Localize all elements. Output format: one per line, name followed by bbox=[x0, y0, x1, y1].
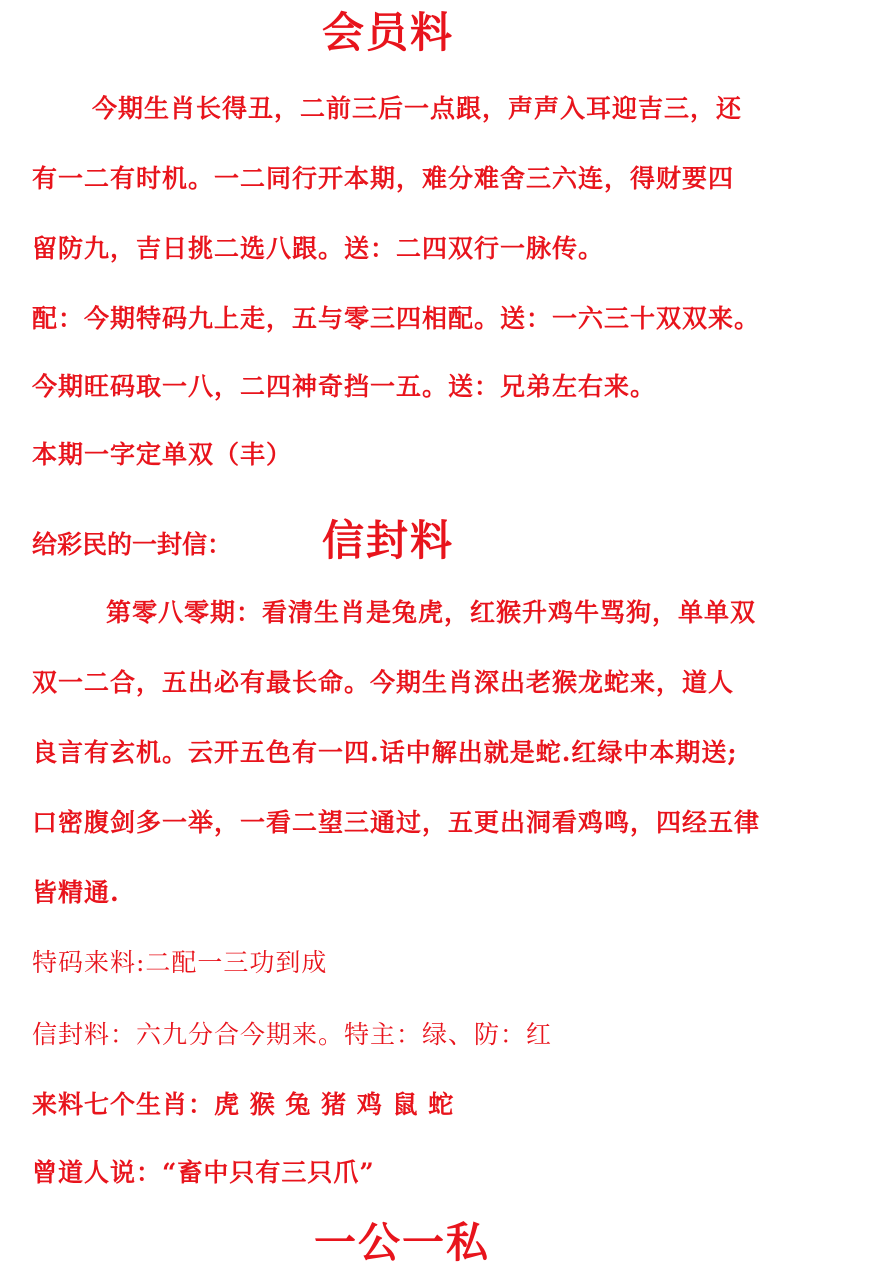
footer-title: 一公一私 bbox=[314, 1218, 491, 1267]
member-paragraph-line-3: 留防九，吉日挑二选八跟。送：二四双行一脉传。 bbox=[32, 234, 605, 263]
member-section-title: 会员料 bbox=[322, 8, 455, 57]
letter-label: 给彩民的一封信： bbox=[32, 530, 233, 559]
wang-line: 今期旺码取一八，二四神奇挡一五。送：兄弟左右来。 bbox=[32, 372, 657, 401]
zodiac-line: 来料七个生肖：虎 猴 兔 猪 鸡 鼠 蛇 bbox=[32, 1090, 455, 1119]
letter-paragraph-line-4: 口密腹剑多一举，一看二望三通过，五更出洞看鸡鸣，四经五律 bbox=[32, 808, 761, 837]
xinfeng-line: 信封料：六九分合今期来。特主：绿、防：红 bbox=[32, 1020, 553, 1049]
letter-paragraph-line-5: 皆精通. bbox=[32, 878, 120, 907]
member-paragraph-line-2: 有一二有时机。一二同行开本期，难分难舍三六连，得财要四 bbox=[32, 164, 735, 193]
member-paragraph-line-1: 今期生肖长得丑，二前三后一点跟，声声入耳迎吉三，还 bbox=[92, 94, 743, 123]
pei-line: 配：今期特码九上走，五与零三四相配。送：一六三十双双来。 bbox=[32, 304, 761, 333]
tema-line: 特码来料:二配一三功到成 bbox=[32, 948, 328, 977]
daoren-line: 曾道人说：“畜中只有三只爪” bbox=[32, 1158, 375, 1187]
letter-paragraph-line-3: 良言有玄机。云开五色有一四.话中解出就是蛇.红绿中本期送; bbox=[32, 738, 738, 767]
letter-paragraph-line-2: 双一二合，五出必有最长命。今期生肖深出老猴龙蛇来，道人 bbox=[32, 668, 735, 697]
letter-section-title: 信封料 bbox=[322, 516, 455, 565]
letter-paragraph-line-1: 第零八零期：看清生肖是兔虎，红猴升鸡牛骂狗，单单双 bbox=[106, 598, 757, 627]
yizi-line: 本期一字定单双（丰） bbox=[32, 440, 293, 469]
